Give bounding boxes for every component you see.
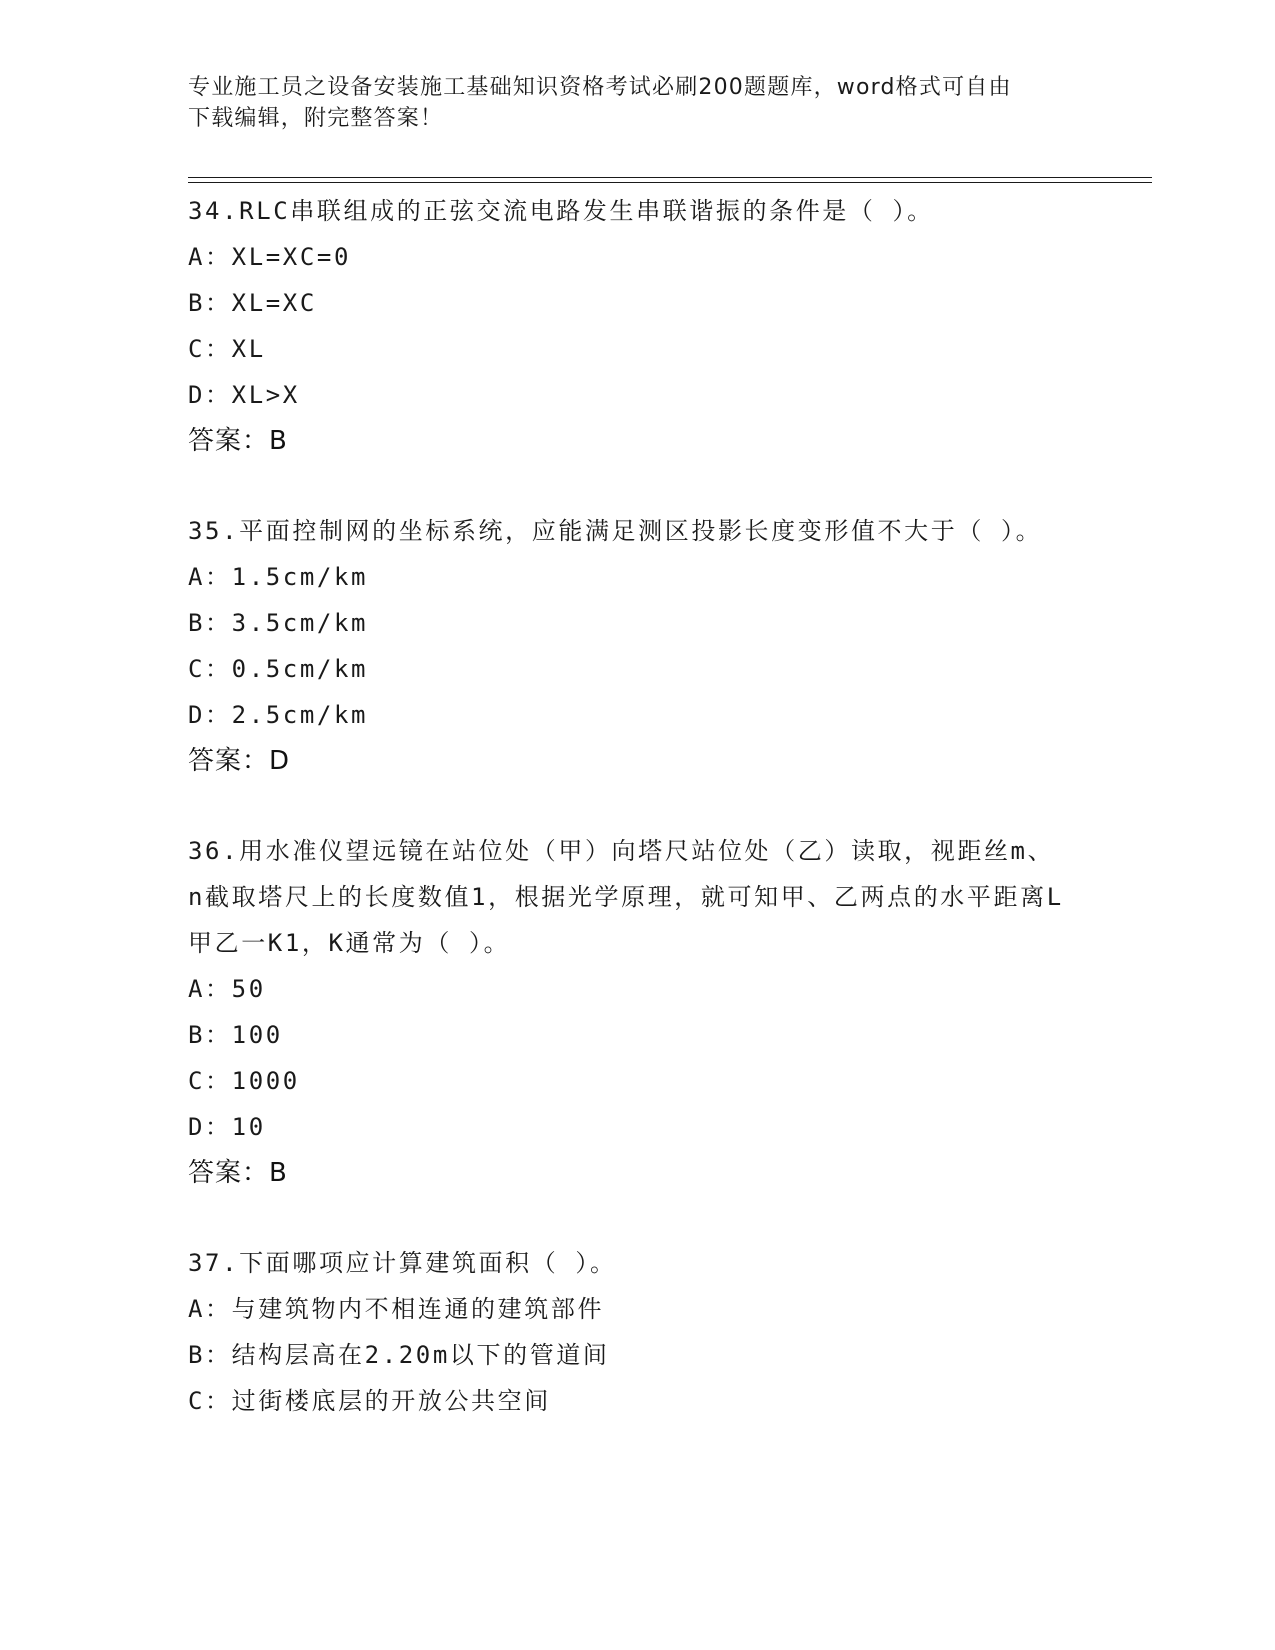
option-d: D：2.5cm/km (188, 701, 369, 729)
question-35 (188, 508, 1088, 784)
header-line-2: 下载编辑，附完整答案！ (188, 106, 444, 131)
option-b: B：100 (188, 1021, 283, 1049)
option-c: C：1000 (188, 1067, 300, 1095)
option-a: A：XL=XC=0 (188, 243, 351, 271)
answer-line: 答案：D (188, 746, 291, 776)
question-stem: 36.用水准仪望远镜在站位处（甲）向塔尺站位处（乙）读取，视距丝m、n截取塔尺上的长度数值1，根据光学原理，就可知甲、乙两点的水平距离L甲乙一K1，K通常为（ ）。 (188, 837, 1064, 957)
option-a: A：50 (188, 975, 266, 1003)
question-spacer (188, 784, 1088, 828)
option-c: C：0.5cm/km (188, 655, 369, 683)
option-a: A：1.5cm/km (188, 563, 369, 591)
header-divider-bottom (188, 182, 1152, 183)
question-36 (188, 828, 1088, 1196)
question-stem: 37.下面哪项应计算建筑面积（ ）。 (188, 1249, 617, 1277)
document-header (188, 72, 1068, 134)
question-34 (188, 188, 1088, 464)
question-37 (188, 1240, 1088, 1424)
header-line-1: 专业施工员之设备安装施工基础知识资格考试必刷200题题库，word格式可自由 (188, 75, 1012, 100)
question-stem: 34.RLC串联组成的正弦交流电路发生串联谐振的条件是（ ）。 (188, 197, 934, 225)
question-list (188, 188, 1088, 1424)
option-d: D：10 (188, 1113, 266, 1141)
question-spacer (188, 464, 1088, 508)
option-c: C：XL (188, 335, 266, 363)
option-b: B：XL=XC (188, 289, 317, 317)
question-spacer (188, 1196, 1088, 1240)
option-b: B：结构层高在2.20m以下的管道间 (188, 1341, 610, 1369)
option-c: C：过街楼底层的开放公共空间 (188, 1387, 551, 1415)
question-stem: 35.平面控制网的坐标系统，应能满足测区投影长度变形值不大于（ ）。 (188, 517, 1043, 545)
option-d: D：XL>X (188, 381, 300, 409)
option-a: A：与建筑物内不相连通的建筑部件 (188, 1295, 605, 1323)
answer-line: 答案：B (188, 426, 288, 456)
answer-line: 答案：B (188, 1158, 288, 1188)
option-b: B：3.5cm/km (188, 609, 369, 637)
header-divider-top (188, 177, 1152, 178)
